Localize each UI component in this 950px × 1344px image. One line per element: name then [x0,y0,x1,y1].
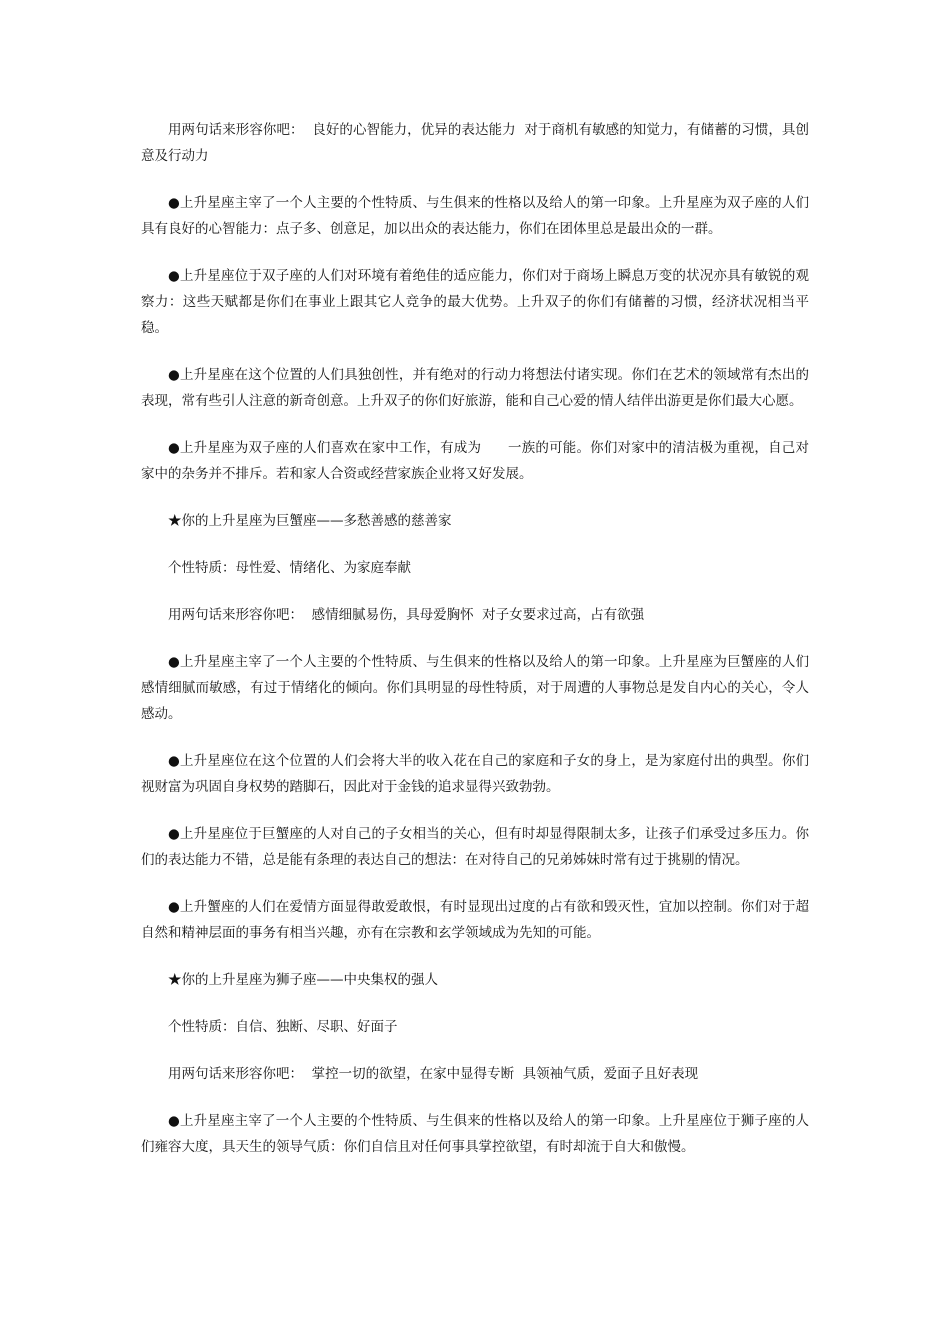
paragraph-gap [141,487,809,508]
paragraph-gap [141,800,809,821]
document-body [141,117,809,1160]
paragraph-cancer-4: ●上升蟹座的人们在爱情方面显得敢爱敢恨，有时显现出过度的占有欲和毁灭性，宜加以控制。你们对于超自然和精神层面的事务有相当兴趣，亦有在宗教和玄学领域成为先知的可能。 [141,899,809,941]
paragraph-gap [141,1087,809,1108]
paragraph-gap [141,414,809,435]
paragraph-cancer-3: ●上升星座位于巨蟹座的人对自己的子女相当的关心，但有时却显得限制太多，让孩子们承受过多压力。你们的表达能力不错，总是能有条理的表达自己的想法：在对待自己的兄弟姊妹时常有过于挑剔的情况。 [141,826,809,868]
paragraph-gap [141,993,809,1014]
paragraph-gap [141,581,809,602]
paragraph-gap [141,242,809,263]
heading-leo: ★你的上升星座为狮子座——中央集权的强人 [168,972,438,988]
paragraph-cancer-2: ●上升星座位在这个位置的人们会将大半的收入花在自己的家庭和子女的身上，是为家庭付出的典型。你们视财富为巩固自身权势的踏脚石，因此对于金钱的追求显得兴致勃勃。 [141,753,809,795]
paragraph-gemini-2: ●上升星座位于双子座的人们对环境有着绝佳的适应能力，你们对于商场上瞬息万变的状况亦具有敏锐的观察力：这些天赋都是你们在事业上跟其它人竞争的最大优势。上升双子的你们有储蓄的习惯，经济状况相当平稳。 [141,268,809,336]
paragraph-cancer-1: ●上升星座主宰了一个人主要的个性特质、与生俱来的性格以及给人的第一印象。上升星座为巨蟹座的人们感情细腻而敏感，有过于情绪化的倾向。你们具明显的母性特质，对于周遭的人事物总是发自内心的关心，令人感动。 [141,654,809,722]
summary-cancer: 用两句话来形容你吧： 感情细腻易伤，具母爱胸怀 对子女要求过高，占有欲强 [168,607,645,623]
traits-cancer: 个性特质：母性爱、情绪化、为家庭奉献 [168,560,411,576]
paragraph-gap [141,946,809,967]
heading-cancer: ★你的上升星座为巨蟹座——多愁善感的慈善家 [168,513,452,529]
paragraph-gap [141,727,809,748]
paragraph-gemini-3: ●上升星座在这个位置的人们具独创性，并有绝对的行动力将想法付诸实现。你们在艺术的领域常有杰出的表现，常有些引人注意的新奇创意。上升双子的你们好旅游，能和自己心爱的情人结伴出游更是你们最大心愿。 [141,367,809,409]
paragraph-gemini-summary: 用两句话来形容你吧： 良好的心智能力，优异的表达能力 对于商机有敏感的知觉力，有储蓄的习惯，具创意及行动力 [141,122,809,164]
traits-leo: 个性特质：自信、独断、尽职、好面子 [168,1019,398,1035]
paragraph-gap [141,534,809,555]
paragraph-leo-1: ●上升星座主宰了一个人主要的个性特质、与生俱来的性格以及给人的第一印象。上升星座位于狮子座的人们雍容大度，具天生的领导气质：你们自信且对任何事具掌控欲望，有时却流于自大和傲慢。 [141,1113,809,1155]
paragraph-gap [141,873,809,894]
paragraph-gemini-4: ●上升星座为双子座的人们喜欢在家中工作，有成为 一族的可能。你们对家中的清洁极为重视，自己对家中的杂务并不排斥。若和家人合资或经营家族企业将又好发展。 [141,440,809,482]
paragraph-gap [141,169,809,190]
paragraph-gemini-1: ●上升星座主宰了一个人主要的个性特质、与生俱来的性格以及给人的第一印象。上升星座为双子座的人们具有良好的心智能力：点子多、创意足，加以出众的表达能力，你们在团体里总是最出众的一群。 [141,195,809,237]
summary-leo: 用两句话来形容你吧： 掌控一切的欲望，在家中显得专断 具领袖气质，爱面子且好表现 [168,1066,699,1082]
paragraph-gap [141,341,809,362]
paragraph-gap [141,1040,809,1061]
paragraph-gap [141,628,809,649]
